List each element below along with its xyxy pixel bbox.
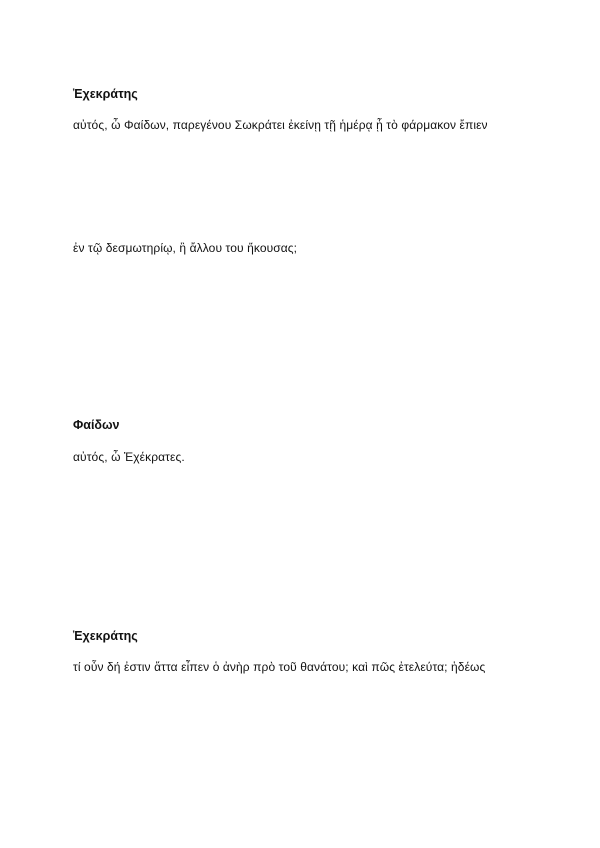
speaker-name: Ἐχεκράτης — [73, 629, 138, 643]
dialogue-line: αὐτός, ὦ Ἐχέκρατες. — [73, 450, 185, 464]
speaker-name: Φαίδων — [73, 418, 120, 432]
speaker-name: Ἐχεκράτης — [73, 87, 138, 101]
dialogue-line: ἐν τῷ δεσμωτηρίῳ, ἢ ἄλλου του ἤκουσας; — [73, 241, 298, 255]
dialogue-line: αὐτός, ὦ Φαίδων, παρεγένου Σωκράτει ἐκείνῃ τῇ ἡμέρᾳ ᾗ τὸ φάρμακον ἔπιεν — [73, 118, 488, 132]
dialogue-line: τί οὖν δή ἐστιν ἅττα εἶπεν ὁ ἀνὴρ πρὸ τοῦ θανάτου; καὶ πῶς ἐτελεύτα; ἡδέως — [73, 660, 486, 674]
